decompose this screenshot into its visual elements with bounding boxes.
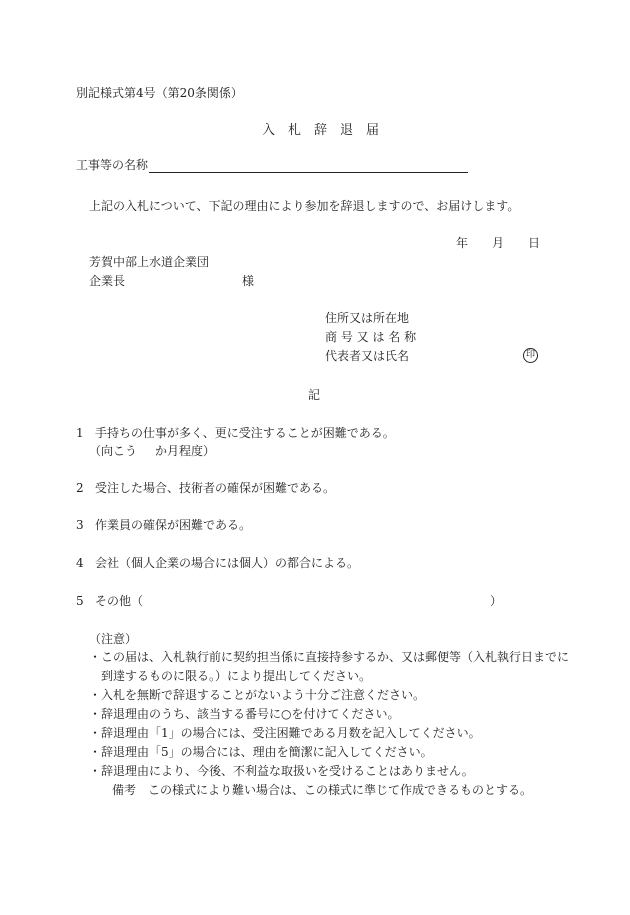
reason-2-number: 2 <box>76 481 84 495</box>
note-item: ・入札を無断で辞退することがないよう十分ご注意ください。 <box>89 688 426 702</box>
reason-1-number: 1 <box>76 426 84 440</box>
note-item: ・この届は、入札執行前に契約担当係に直接持参するか、又は郵便等（入札執行日までに <box>89 650 570 664</box>
note-item: 到達するものに限る。）により提出してください。 <box>101 669 372 683</box>
remark: 備考 この様式により難い場合は、この様式に準じて作成できるものとする。 <box>112 783 533 797</box>
applicant-representative-label: 代表者又は氏名 <box>325 349 410 363</box>
work-name-label: 工事等の名称 <box>76 158 149 172</box>
reason-1-sub-open: （向こう <box>89 444 138 458</box>
note-item: ・辞退理由「1」の場合には、受注困難である月数を記入してください。 <box>89 726 481 740</box>
recipient-org: 芳賀中部上水道企業団 <box>89 255 210 269</box>
reason-4-number: 4 <box>76 556 84 570</box>
reason-4-text: 会社（個人企業の場合には個人）の都合による。 <box>95 556 360 570</box>
reason-2-text: 受注した場合、技術者の確保が困難である。 <box>95 481 336 495</box>
reason-1-sub-close: か月程度） <box>155 444 216 458</box>
reason-3-number: 3 <box>76 518 84 532</box>
work-name-underline <box>149 172 468 173</box>
form-number: 別記様式第4号（第20条関係） <box>76 86 243 100</box>
reason-5-number: 5 <box>76 594 84 608</box>
intro-text: 上記の入札について、下記の理由により参加を辞退しますので、お届けします。 <box>89 199 520 213</box>
date-year: 年 <box>456 236 469 250</box>
reason-3-text: 作業員の確保が困難である。 <box>95 518 252 532</box>
reason-5-text: その他（ <box>95 594 144 608</box>
seal-mark: 印 <box>523 348 538 363</box>
note-item: ・辞退理由のうち、該当する番号に○を付けてください。 <box>89 707 400 721</box>
reason-1-text: 手持ちの仕事が多く、更に受注することが困難である。 <box>95 426 395 440</box>
date-day: 日 <box>528 236 541 250</box>
ki-heading: 記 <box>308 388 321 402</box>
note-item: ・辞退理由「5」の場合には、理由を簡潔に記入してください。 <box>89 745 433 759</box>
applicant-address-label: 住所又は所在地 <box>325 311 410 325</box>
notes-heading: （注意） <box>89 632 138 646</box>
recipient-title: 企業長 <box>89 274 126 288</box>
recipient-honorific: 様 <box>242 274 255 288</box>
note-item: ・辞退理由により、今後、不利益な取扱いを受けることはありません。 <box>89 764 474 778</box>
date-month: 月 <box>492 236 505 250</box>
reason-5-close: ） <box>490 594 503 608</box>
applicant-trade-name-label: 商 号 又 は 名 称 <box>325 330 417 344</box>
document-title: 入 札 辞 退 届 <box>262 123 380 138</box>
